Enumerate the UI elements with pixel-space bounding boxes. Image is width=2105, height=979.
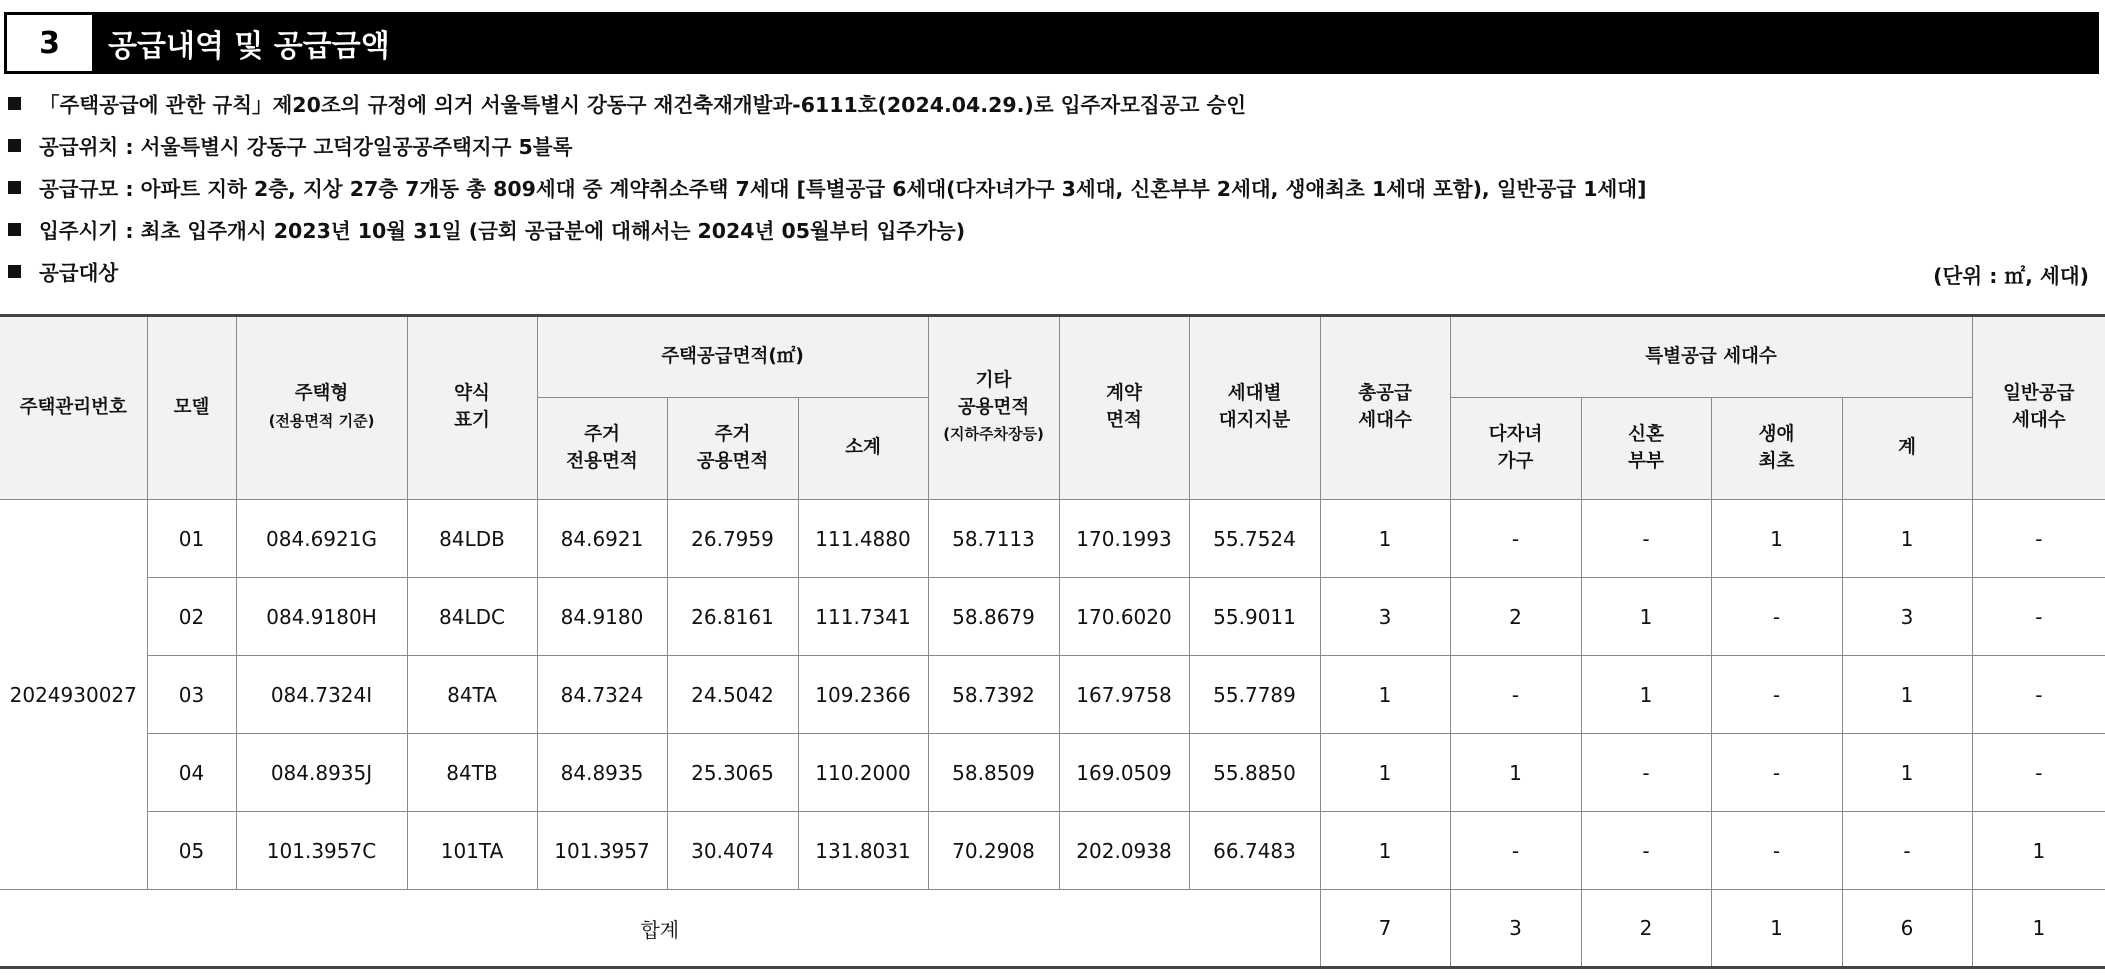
header-land-line1: 세대별 [1227,383,1282,405]
cell-newlywed: - [1581,500,1711,578]
cell-total: 3 [1320,578,1450,656]
cell-land: 55.7524 [1189,500,1320,578]
section-title: 공급내역 및 공급금액 [108,29,390,64]
cell-special-total: 1 [1842,500,1972,578]
square-bullet-icon [8,139,21,152]
cell-multi: 1 [1450,734,1581,812]
header-land-share [1189,316,1320,500]
bullet-target [8,256,118,286]
cell-subtotal: 111.4880 [798,500,928,578]
cell-special-total: 1 [1842,656,1972,734]
header-total-line2: 세대수 [1358,410,1412,431]
header-other-line1: 기타 [975,369,1012,391]
bullet-text: 입주시기 : 최초 입주개시 2023년 10월 31일 (금회 공급분에 대해서는 2024년 05월부터 입주가능) [39,219,966,243]
bullet-location [8,130,572,160]
cell-exclusive: 84.7324 [537,656,667,734]
header-abbr-line2: 표기 [454,410,490,431]
header-newlywed [1581,398,1711,500]
cell-multi: - [1450,500,1581,578]
cell-subtotal: 131.8031 [798,812,928,890]
header-general-line2: 세대수 [2012,410,2066,431]
cell-abbr: 101TA [407,812,537,890]
cell-land: 55.8850 [1189,734,1320,812]
cell-abbr: 84LDC [407,578,537,656]
cell-general: - [1972,500,2105,578]
management-no-cell: 2024930027 [0,500,147,890]
header-other-line2: 공용면적 [957,396,1030,418]
cell-type: 084.8935J [236,734,407,812]
bullet-move-in [8,214,965,244]
header-general-line1: 일반공급 [2003,383,2075,405]
cell-contract: 170.1993 [1059,500,1189,578]
cell-land: 55.7789 [1189,656,1320,734]
cell-multi: - [1450,812,1581,890]
cell-exclusive: 84.9180 [537,578,667,656]
section-header [4,12,2099,74]
header-multi-line1: 다자녀 [1488,423,1543,445]
header-contract-line2: 면적 [1106,410,1142,431]
cell-other: 58.7113 [928,500,1059,578]
sum-newlywed: 2 [1581,890,1711,968]
cell-contract: 202.0938 [1059,812,1189,890]
cell-multi: 2 [1450,578,1581,656]
cell-other: 58.7392 [928,656,1059,734]
cell-newlywed: 1 [1581,656,1711,734]
header-newlywed-line1: 신혼 [1628,423,1664,445]
cell-contract: 169.0509 [1059,734,1189,812]
cell-total: 1 [1320,500,1450,578]
header-type-main: 주택형 [294,383,349,405]
cell-model: 04 [147,734,236,812]
header-subtotal: 소계 [798,398,928,500]
cell-type: 084.7324I [236,656,407,734]
sum-total: 7 [1320,890,1450,968]
square-bullet-icon [8,97,21,110]
supply-table [0,314,2105,969]
cell-general: 1 [1972,812,2105,890]
cell-total: 1 [1320,734,1450,812]
header-special-supply: 특별공급 세대수 [1450,316,1972,398]
header-type [236,316,407,500]
cell-first: - [1711,656,1842,734]
cell-other: 70.2908 [928,812,1059,890]
header-newlywed-line2: 부부 [1628,450,1664,472]
cell-subtotal: 109.2366 [798,656,928,734]
table-row [0,500,2105,578]
square-bullet-icon [8,223,21,236]
header-special-total: 계 [1842,398,1972,500]
cell-model: 05 [147,812,236,890]
cell-newlywed: - [1581,812,1711,890]
cell-type: 101.3957C [236,812,407,890]
header-abbr-line1: 약식 [454,383,490,405]
cell-special-total: - [1842,812,1972,890]
cell-common: 25.3065 [667,734,798,812]
bullet-text: 공급위치 : 서울특별시 강동구 고덕강일공공주택지구 5블록 [39,135,573,159]
cell-abbr: 84TB [407,734,537,812]
cell-other: 58.8679 [928,578,1059,656]
cell-model: 03 [147,656,236,734]
cell-contract: 167.9758 [1059,656,1189,734]
cell-other: 58.8509 [928,734,1059,812]
table-row [0,578,2105,656]
header-other-sub: (지하주차장등) [943,425,1044,444]
section-number: 3 [7,15,92,71]
header-abbr [407,316,537,500]
cell-contract: 170.6020 [1059,578,1189,656]
bullet-approval [8,88,1246,118]
square-bullet-icon [8,181,21,194]
cell-common: 26.8161 [667,578,798,656]
sum-general: 1 [1972,890,2105,968]
cell-total: 1 [1320,656,1450,734]
sum-special-total: 6 [1842,890,1972,968]
header-multi-line2: 가구 [1497,450,1534,472]
cell-special-total: 3 [1842,578,1972,656]
header-type-sub: (전용면적 기준) [268,412,375,430]
bullet-text: 공급규모 : 아파트 지하 2층, 지상 27층 7개동 총 809세대 중 계약취소주택 7세대 [특별공급 6세대(다자녀가구 3세대, 신혼부부 2세대, 생애최초 1세대 포함), 일반공급 1세대] [39,177,1647,201]
table-row [0,812,2105,890]
cell-model: 02 [147,578,236,656]
cell-common: 26.7959 [667,500,798,578]
cell-special-total: 1 [1842,734,1972,812]
cell-first: - [1711,734,1842,812]
header-general-supply [1972,316,2105,500]
header-multi-child [1450,398,1581,500]
header-res-exclusive-line2: 전용면적 [566,450,638,472]
cell-exclusive: 101.3957 [537,812,667,890]
unit-label: (단위 : ㎡, 세대) [1933,264,2089,288]
cell-land: 66.7483 [1189,812,1320,890]
cell-abbr: 84LDB [407,500,537,578]
cell-general: - [1972,734,2105,812]
cell-model: 01 [147,500,236,578]
header-first-line2: 최초 [1758,450,1795,472]
sum-label: 합계 [0,890,1320,968]
sum-row [0,890,2105,968]
cell-first: 1 [1711,500,1842,578]
header-res-common [667,398,798,500]
cell-common: 24.5042 [667,656,798,734]
header-res-exclusive-line1: 주거 [584,423,620,445]
cell-subtotal: 110.2000 [798,734,928,812]
header-model: 모델 [147,316,236,500]
header-res-common-line1: 주거 [714,423,751,445]
header-supply-area: 주택공급면적(㎡) [537,316,928,398]
header-land-line2: 대지지분 [1218,410,1291,431]
header-total-line1: 총공급 [1358,383,1412,405]
cell-land: 55.9011 [1189,578,1320,656]
cell-total: 1 [1320,812,1450,890]
cell-newlywed: - [1581,734,1711,812]
header-management-no: 주택관리번호 [0,316,147,500]
header-res-common-line2: 공용면적 [696,450,769,472]
header-res-exclusive [537,398,667,500]
cell-exclusive: 84.8935 [537,734,667,812]
table-row [0,656,2105,734]
cell-common: 30.4074 [667,812,798,890]
cell-first: - [1711,578,1842,656]
bullet-text: 공급대상 [39,261,119,285]
cell-subtotal: 111.7341 [798,578,928,656]
header-first-line1: 생애 [1758,423,1795,445]
table-row [0,734,2105,812]
header-total-supply [1320,316,1450,500]
header-other-common [928,316,1059,500]
header-first-time [1711,398,1842,500]
cell-type: 084.9180H [236,578,407,656]
header-contract-line1: 계약 [1106,383,1142,405]
cell-exclusive: 84.6921 [537,500,667,578]
cell-abbr: 84TA [407,656,537,734]
cell-multi: - [1450,656,1581,734]
bullet-text: 「주택공급에 관한 규칙」제20조의 규정에 의거 서울특별시 강동구 재건축재개발과-6111호(2024.04.29.)로 입주자모집공고 승인 [39,93,1247,117]
sum-first: 1 [1711,890,1842,968]
square-bullet-icon [8,265,21,278]
header-contract-area [1059,316,1189,500]
cell-general: - [1972,578,2105,656]
sum-multi: 3 [1450,890,1581,968]
cell-general: - [1972,656,2105,734]
cell-first: - [1711,812,1842,890]
bullet-scale [8,172,1646,202]
cell-type: 084.6921G [236,500,407,578]
cell-newlywed: 1 [1581,578,1711,656]
